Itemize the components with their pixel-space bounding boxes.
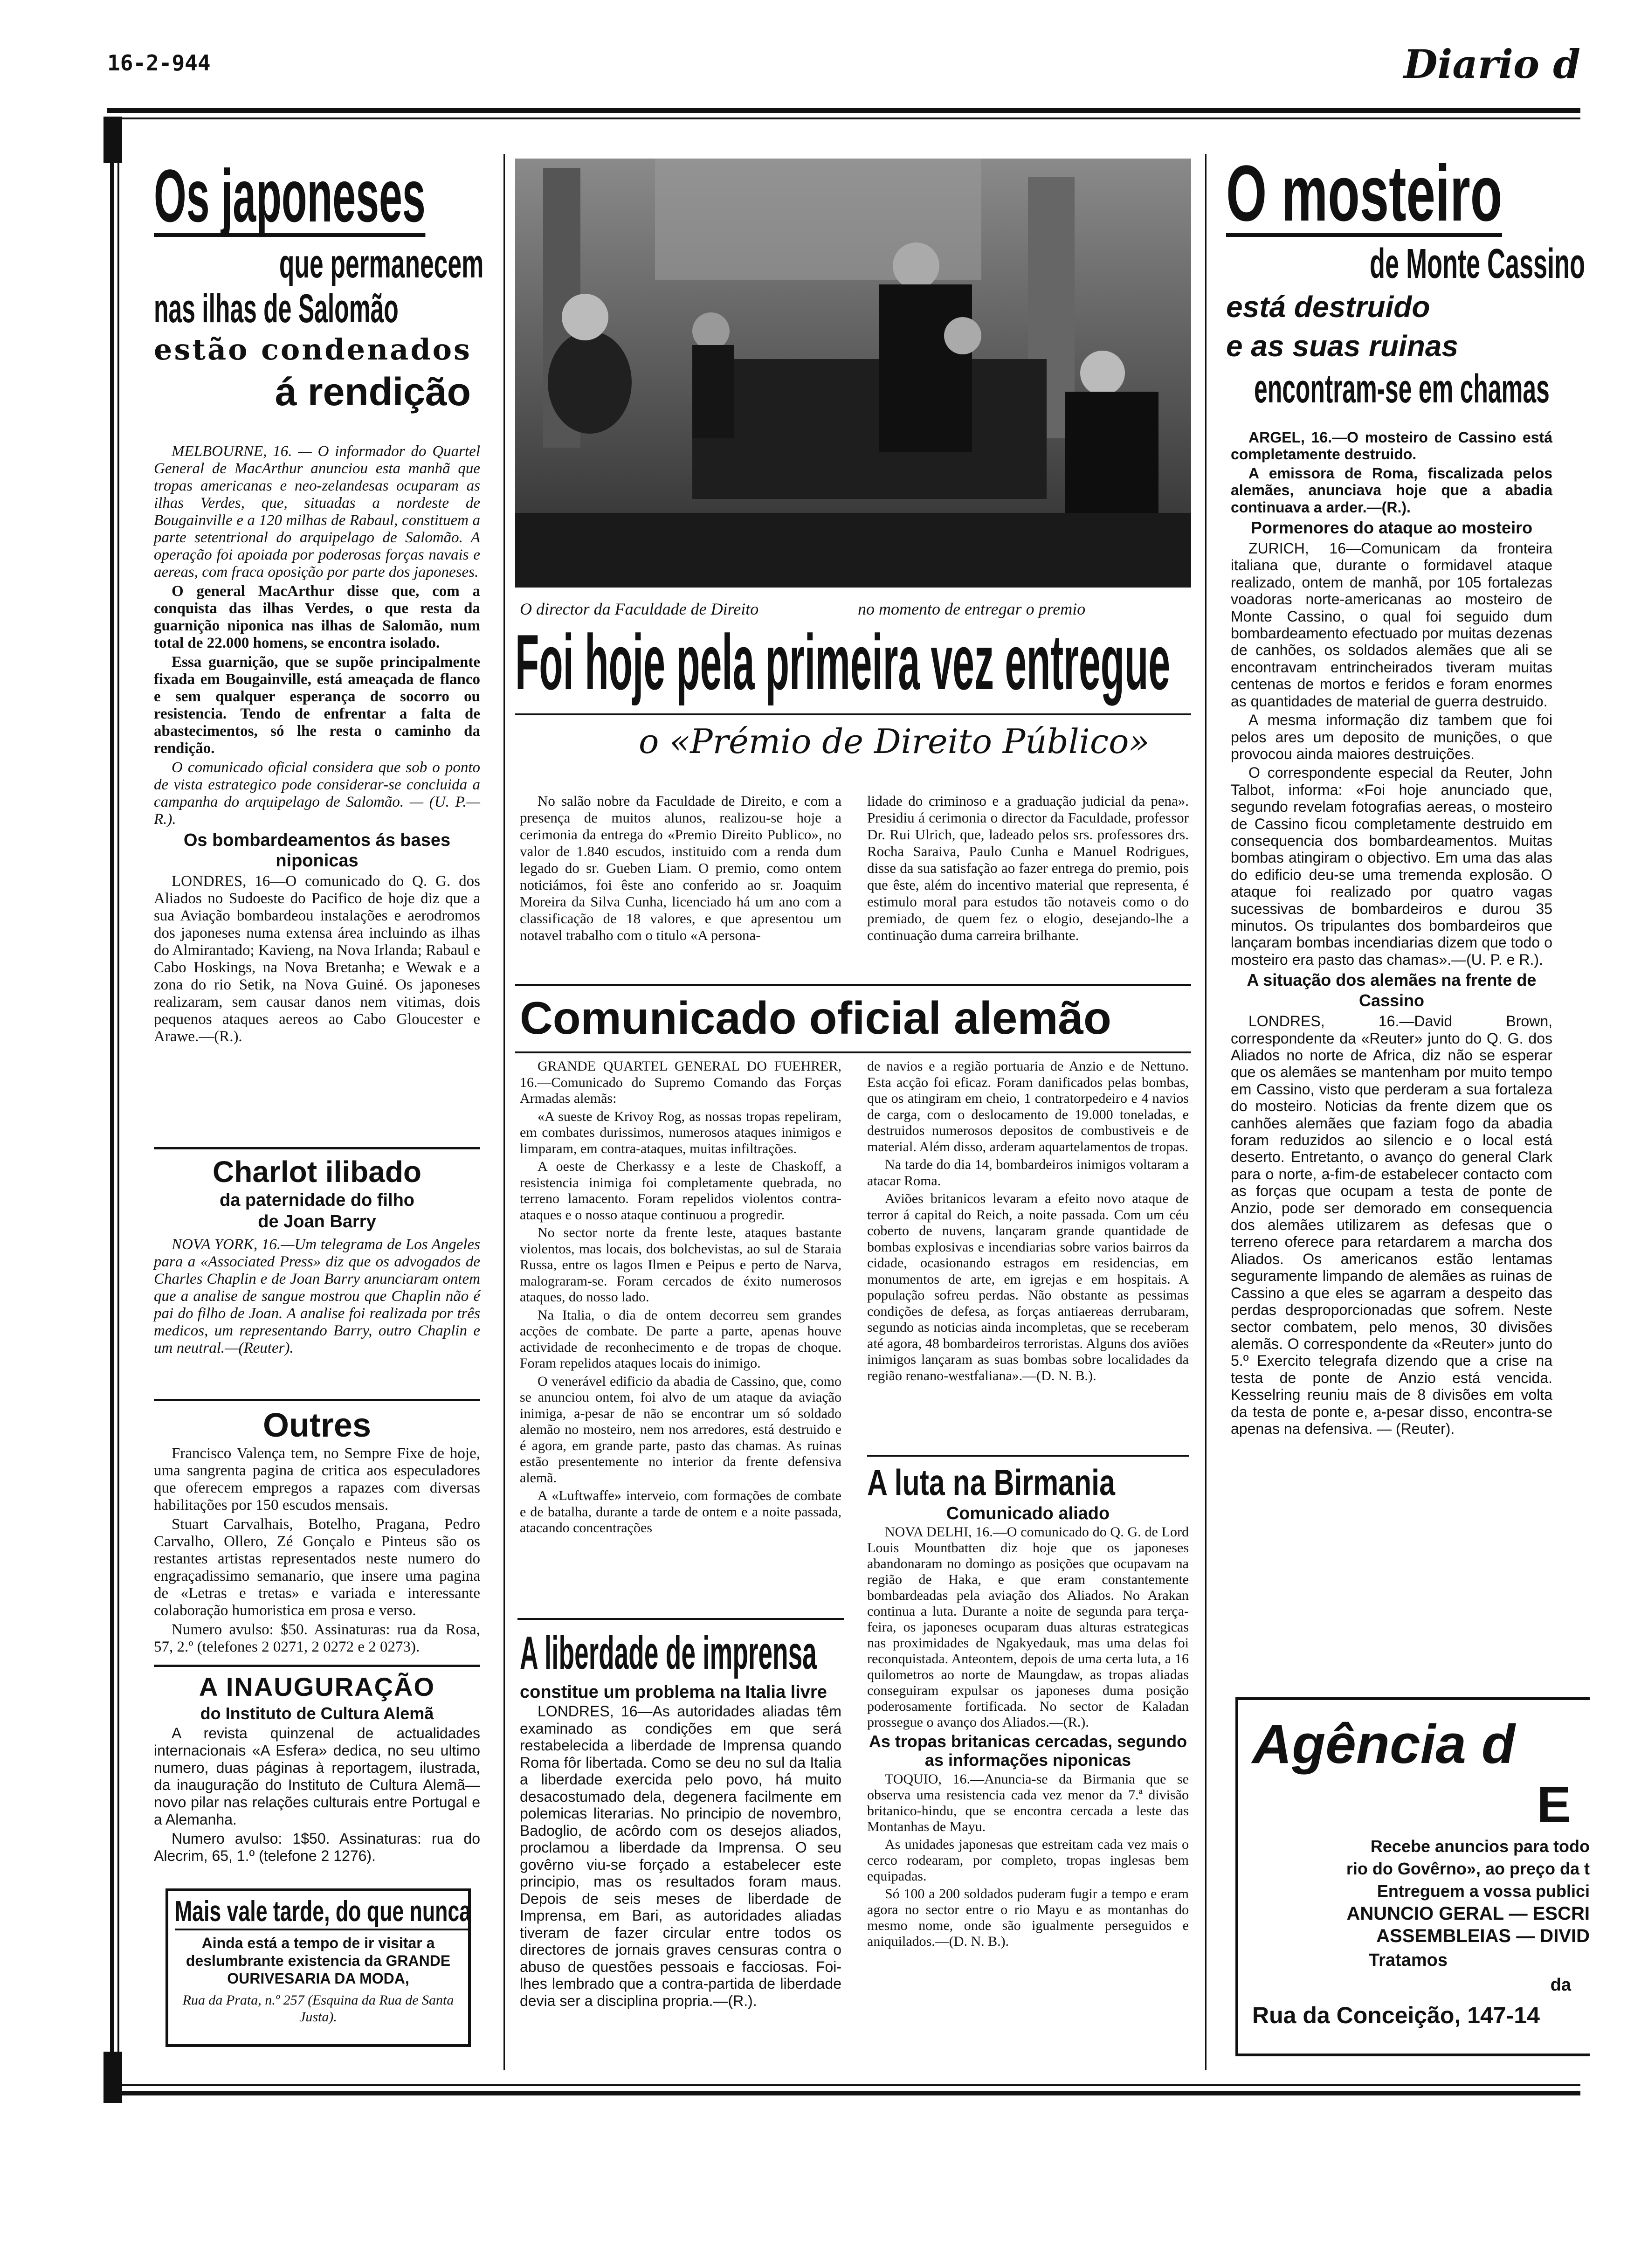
rule-before-birmania: [867, 1455, 1189, 1457]
ad-ourivesaria-address: Rua da Prata, n.º 257 (Esquina da Rua de Santa Justa).: [182, 1992, 454, 2025]
comunicado-c1-paragraph-6: O venerável edificio da abadia de Cassino, que, como se anunciou ontem, foi alvo de um ataque da aviação inimiga, a-pesar de não se encontrar um só soldado alemão no mosteiro, nem nos arredores, está destruido e é agora, em grande parte, pasto das chamas. As ruinas estão presentemente no interior da frente defensiva alemã.: [520, 1373, 841, 1486]
birmania-subheading: As tropas britanicas cercadas, segundo as informações niponicas: [869, 1732, 1187, 1770]
ad-ourivesaria: [165, 1888, 471, 2047]
headline-line-1: que permanecem: [279, 242, 484, 286]
mosteiro-subheading-2: A situação dos alemães na frente de Cassino: [1247, 970, 1537, 1010]
charlot-sub-1: da paternidade do filho: [219, 1190, 415, 1210]
japoneses-paragraph-4: O comunicado oficial considera que sob o ponto de vista estrategico pode considerar-se concluida a campanha do arquipelago de Salomão. — (U. P.—R.).: [154, 759, 480, 828]
article-outros: [154, 1406, 480, 1658]
japoneses-subheading: Os bombardeamentos ás bases niponicas: [183, 830, 451, 871]
japoneses-paragraph-3: Essa guarnição, que se supõe principalmente fixada em Bougainville, está ameaçada de flanco e sem qualquer esperança de socorro ou resistencia. Tendo de enfrentar a falta de abastecimentos, só lhe resta o caminho da rendição.: [154, 654, 480, 757]
ad-agencia-line-5: ASSEMBLEIAS — DIVID: [1376, 1926, 1590, 1946]
ad-agencia-line-3: Entreguem a vossa publici: [1377, 1881, 1590, 1901]
photo-faculdade-direito: [515, 159, 1191, 588]
comunicado-c1-paragraph-2: «A sueste de Krivoy Rog, as nossas tropas repeliram, em combates durissimos, numerosos ataques inimigos e limparam, em contra-ataques, muitas infiltrações.: [520, 1108, 841, 1156]
outros-paragraph-3: Numero avulso: $50. Assinaturas: rua da Rosa, 57, 2.º (telefones 2 0271, 2 0272 e 2 0273).: [154, 1621, 480, 1655]
birmania-paragraph-3: As unidades japonesas que estreitam cada vez mais o cerco rodearam, por completo, tropas inglesas bem equipadas.: [867, 1837, 1189, 1884]
mosteiro-paragraph-2: A emissora de Roma, fiscalizada pelos alemães, anunciava hoje que a abadia continuava a arder.—(R.).: [1231, 464, 1552, 516]
birmania-sub: Comunicado aliado: [946, 1504, 1110, 1523]
mosteiro-line-4: encontram-se em chamas: [1254, 366, 1550, 411]
imprensa-paragraph: LONDRES, 16—As autoridades aliadas têm examinado as condições em que será restabelecida a liberdade de Imprensa quando Roma fôr libertada. Como se deu no sul da Italia a liberdade exercida pelo povo, há muito desacostumado dela, degenera facilmente em polemicas literarias. No principio de novembro, Badoglio, de acôrdo com os desejos aliados, proclamou a liberdade da Imprensa. O seu govêrno viu-se forçado a estabelecer este principio, mas os resultados foram maus. Depois de seis meses de liberdade de Imprensa, em Bari, as autoridades aliadas tiveram de fazer circular entre todos os directores de jornais graves censuras contra o abuso de questões pessoais e facciosas. Foi-lhes lembrado que a contra-partida de liberdade devia ser a disciplina propria.—(R.).: [520, 1703, 841, 2009]
mosteiro-paragraph-5: O correspondente especial da Reuter, John Talbot, informa: «Foi hoje anunciado que, segundo revelam fotografias aereas, o mosteiro de Cassino ficou completamente destruido em consequencia dos bombardeamentos. Muitas bombas atingiram o objectivo. Em uma das alas do edificio deu-se uma tremenda explosão. O ataque foi realizado por quatro vagas sucessivas de bombardeiros e durou 35 minutos. Os tripulantes dos bombardeiros que lançaram bombas incendiarias dizem que todo o mosteiro era pasto das chamas».—(U. P. e R.).: [1231, 764, 1552, 968]
mosteiro-paragraph-1: ARGEL, 16.—O mosteiro de Cassino está completamente destruido.: [1231, 429, 1552, 463]
rule-after-outros: [154, 1665, 480, 1667]
ad-agencia-line-1: Recebe anuncios para todo: [1370, 1837, 1590, 1856]
mosteiro-line-1: de Monte Cassino: [1370, 241, 1586, 287]
premio-headline-rule: [515, 713, 1191, 715]
column-rule-1: [503, 154, 505, 2070]
issue-date: 16-2-944: [107, 50, 211, 76]
bottom-rule-thick: [107, 2091, 1580, 2095]
ad-agencia-line-6: Tratamos: [1369, 1950, 1448, 1970]
comunicado-c2-paragraph-2: Na tarde do dia 14, bombardeiros inimigos voltaram a atacar Roma.: [867, 1157, 1189, 1189]
japoneses-paragraph-5: LONDRES, 16—O comunicado do Q. G. dos Aliados no Sudoeste do Pacifico de hoje diz que a sua Aviação bombardeou instalações e aerodromos dos japoneses numa extensa área incluindo as ilhas do Almirantado; Kavieng, na Nova Irlanda; Rabaul e Cabo Hoskings, na Nova Bretanha; e Wewak e a zona do rio Setik, na Nova Guiné. Os japoneses realizaram, sem causar danos nem vitimas, dois pequenos ataques aereos ao Cabo Gloucester e Arawe.—(R.).: [154, 873, 480, 1045]
premio-paragraph-2: lidade do criminoso e a graduação judicial da pena». Presidiu á cerimonia o director da Faculdade, professor Dr. Rui Ulrich, que, ladeado pelos srs. professores drs. Rocha Saraiva, Paulo Cunha e Manuel Rodrigues, disse da sua satisfação ao fazer entrega do premio, pois que êste, além do incentivo material que representa, é estimulo moral para estudos tão notaveis como o do premiado, de quem fez o elogio, desejando-lhe a continuação duma carreira brilhante.: [867, 793, 1189, 943]
photo-caption-left: O director da Faculdade de Direito: [520, 600, 759, 618]
birmania-headline: A luta na Birmania: [867, 1462, 1115, 1503]
headline-line-3: estão condenados: [154, 332, 472, 366]
headline-line-2: nas ilhas de Salomão: [154, 286, 399, 331]
left-margin-bar: [110, 163, 114, 2052]
comunicado-c1-paragraph-1: GRANDE QUARTEL GENERAL DO FUEHRER, 16.—Comunicado do Supremo Comando das Forças Armadas alemãs:: [520, 1058, 841, 1106]
article-charlot: [154, 1154, 480, 1359]
bottom-rule-thin: [107, 2084, 1580, 2086]
charlot-paragraph: NOVA YORK, 16.—Um telegrama de Los Angeles para a «Associated Press» diz que os advogados de Charles Chaplin e de Joan Barry anunciaram ontem que a analise de sangue mostrou que Chaplin não é pai do filho de Joan. A analise foi realizada por três medicos, um representando Barry, outro Chaplin e um neutral.—(Reuter).: [154, 1236, 480, 1356]
newspaper-name: Diario d: [1403, 41, 1580, 87]
masthead-rule-thin: [107, 118, 1580, 119]
birmania-paragraph-4: Só 100 a 200 soldados puderam fugir a tempo e eram agora no sector entre o rio Mayu e as montanhas do mesmo nome, onde são igualmente perseguidos e aniquilados.—(D. N. B.).: [867, 1886, 1189, 1949]
rule-after-japoneses: [154, 1147, 480, 1149]
inauguracao-sub: do Instituto de Cultura Alemã: [200, 1704, 434, 1723]
ad-agencia-line-4: ANUNCIO GERAL — ESCRI: [1346, 1903, 1590, 1924]
mosteiro-line-3: e as suas ruinas: [1226, 329, 1459, 363]
article-birmania: [867, 1462, 1189, 1951]
ad-agencia-line-7: da: [1550, 1975, 1571, 1995]
premio-paragraph-1: No salão nobre da Faculdade de Direito, e com a presença de muitos alunos, realizou-se hoje a cerimonia da entrega do «Premio Direito Publico», no valor de 1.840 escudos, instituido com a renda dum legado do sr. Gueben Liam. O premio, como ontem noticiámos, foi êste ano conferido ao sr. Joaquim Moreira da Silva Cunha, licenciado há um ano com a classificação de 18 valores, e que apresentou um notavel trabalho com o titulo «A persona-: [520, 793, 841, 943]
ad-agencia: [1235, 1697, 1590, 2056]
outros-paragraph-2: Stuart Carvalhais, Botelho, Pragana, Pedro Carvalho, Ollero, Zé Gonçalo e Pinteus são os restantes artistas representados neste numero do engraçadissimo semanario, que insere uma pagina de «Letras e tretas» e variada e interessante colaboração humoristica em prosa e verso.: [154, 1516, 480, 1619]
masthead: [107, 41, 1580, 97]
column-rule-2: [1205, 154, 1207, 2070]
comunicado-headline: Comunicado oficial alemão: [520, 992, 1111, 1044]
rule-after-charlot: [154, 1399, 480, 1401]
inauguracao-headline: A INAUGURAÇÃO: [199, 1672, 435, 1701]
article-inauguracao: [154, 1672, 480, 1867]
premio-headline: Foi hoje pela primeira vez entregue: [515, 618, 1171, 706]
comunicado-c1-paragraph-7: A «Luftwaffe» interveio, com formações de combate e de batalha, durante a tarde de ontem e a noite passada, atacando concentrações: [520, 1488, 841, 1535]
comunicado-col-2: [867, 1058, 1189, 1386]
comunicado-col-1: [520, 1058, 841, 1538]
mosteiro-subheading-1: Pormenores do ataque ao mosteiro: [1250, 518, 1533, 538]
charlot-headline: Charlot ilibado: [213, 1155, 421, 1189]
birmania-paragraph-1: NOVA DELHI, 16.—O comunicado do Q. G. de Lord Louis Mountbatten diz hoje que os japoneses abandonaram no domingo as posições que ocupavam na região de Haka, e que eram constantemente bombardeadas pela aviação dos Aliados. No Arakan continua a luta. Durante a noite de segunda para terça-feira, os japoneses ocuparam duas alturas estrategicas nas proximidades de Ngakyedauk, mas uma delas foi reconquistada. Anteontem, depois de uma certa luta, a 16 quilometros ao norte de Maungdaw, as tropas aliadas conseguiram expulsar os japoneses duma posição poderosamente fortificada. No sector de Kaladan prossegue o avanço dos Aliados.—(R.).: [867, 1524, 1189, 1730]
birmania-paragraph-2: TOQUIO, 16.—Anuncia-se da Birmania que se observa uma resistencia cada vez menor da 7.ª divisão britanico-hindu, que se encontra cercada a leste das Montanhas de Mayu.: [867, 1771, 1189, 1834]
mosteiro-paragraph-4: A mesma informação diz tambem que foi pelos ares um deposito de munições, o que provocou ainda maiores destruições.: [1231, 712, 1552, 762]
comunicado-c2-paragraph-3: Aviões britanicos levaram a efeito novo ataque de terror á capital do Reich, a noite passada. Com um céu coberto de nuvens, lançaram grande quantidade de bombas explosivas e incendiarias sobre varios bairros da cidade, ocasionando estragos em residencias, em monumentos de arte, em igrejas e em hospitais. A população sofreu perdas. Não obstante as pessimas condições de defesa, as forças antiaereas derrubaram, segundo as noticias ainda incompletas, que se receberam até agora, 48 bombardeiros terroristas. Alguns dos aviões inimigos lançaram as suas bombas sobre localidades da região renano-westfaliana».—(D. N. B.).: [867, 1191, 1189, 1383]
imprensa-sub: constitue um problema na Italia livre: [520, 1682, 827, 1702]
mosteiro-headline: O mosteiro: [1226, 149, 1503, 238]
ad-agencia-letter: E: [1537, 1776, 1571, 1833]
comunicado-c2-paragraph-1: de navios e a região portuaria de Anzio e de Nettuno. Esta acção foi eficaz. Foram danificados pelas bombas, que os atingiram em cheio, 1 contratorpedeiro e 4 navios de carga, com o deslocamento de 19.000 toneladas, e destruidos numerosos depositos de combustiveis e de material. Além disso, arderam aquartelamentos de tropas.: [867, 1058, 1189, 1155]
photo-scene-illustration: [515, 159, 1191, 588]
headline-line-4: á rendição: [275, 370, 471, 414]
ad-agencia-line-2: rio do Govêrno», ao preço da t: [1346, 1859, 1590, 1878]
comunicado-c1-paragraph-5: Na Italia, o dia de ontem decorreu sem grandes acções de combate. De parte a parte, apenas houve actividade de reconhecimento e de tropas de choque. Foram repelidos ataques locais do inimigo.: [520, 1307, 841, 1371]
mosteiro-paragraph-6: LONDRES, 16.—David Brown, correspondente da «Reuter» junto do Q. G. dos Aliados no norte de Africa, diz não se esperar que os alemães se mantenham por muito tempo em Cassino, visto que perderam a sua fortaleza do mosteiro. Noticias da frente dizem que os canhões alemães que faziam fogo da abadia foram reduzidos ao silencio e o local está deserto. Entretanto, o avanço do general Clark para o norte, a-fim-de estabelecer contacto com as forças que ocupam a testa de ponte de Anzio, pode ser demorado em consequencia dos alemães utilizarem as defesas que o terreno oferece para retardarem a marcha dos Aliados. Os americanos estão lentamas seguramente limpando de alemães as ruinas de Cassino a que eles se agarram a despeito das perdas desproporcionadas que sofrem. Neste sector combatem, pelo menos, 30 divisões alemãs. O correspondente da «Reuter» junto do 5.º Exercito telegrafa dizendo que a crise na testa de ponte de Anzio está vencida. Kesselring reuniu mais de 8 divisões em volta da testa de ponte e, a-pesar disso, encontra-se apenas na defensiva. — (Reuter).: [1231, 1013, 1552, 1437]
outros-headline: Outres: [262, 1407, 372, 1444]
premio-subtitle: o «Prémio de Direito Público»: [639, 722, 1150, 761]
outros-paragraph-1: Francisco Valença tem, no Sempre Fixe de hoje, uma sangrenta pagina de critica aos especuladores que oferecem empregos a rapazes com diversas habilitações por 150 escudos mensais.: [154, 1445, 480, 1514]
charlot-sub-2: de Joan Barry: [258, 1212, 376, 1231]
mosteiro-paragraph-3: ZURICH, 16—Comunicam da fronteira italiana que, durante o formidavel ataque realizado, ontem de manhã, por 105 fortalezas voadoras norte-americanas ao mosteiro de Monte Cassino, o qual foi seguido dum bombardeamento efectuado por muitas dezenas de canhões, os soldados alemães que ali se encontravam entrincheirados tiveram muitas centenas de mortos e feridos e foram enormes as quantidades de material de guerra destruido.: [1231, 540, 1552, 710]
ad-ourivesaria-text: Ainda está a tempo de ir visitar a deslumbrante existencia da GRANDE OURIVESARIA DA MODA,: [186, 1935, 451, 1987]
rule-after-comunicado-title: [515, 1051, 1191, 1053]
comunicado-c1-paragraph-3: A oeste de Cherkassy e a leste de Chaskoff, a resistencia inimiga foi completamente quebrada, no terreno lamacento. Foram repelidos violentos contra-ataques e o nosso ataque continuou a progredir.: [520, 1159, 841, 1223]
ad-agencia-title: Agência d: [1252, 1714, 1515, 1775]
ad-ourivesaria-title: Mais vale tarde, do que nunca: [175, 1895, 471, 1930]
article-japoneses-body: [154, 443, 480, 1047]
japoneses-paragraph-1: MELBOURNE, 16. — O informador do Quartel General de MacArthur anunciou esta manhã que tropas americanas e neo-zelandesas ocuparam as ilhas Verdes, que, situadas a nordeste de Bougainville e a 120 milhas de Rabaul, constituem a parte setentrional do arquipelago de Salomão. A operação foi apoiada por poderosas forças navais e aereas, com fraca oposição por parte dos japoneses.: [154, 443, 480, 581]
masthead-rule-thick: [107, 108, 1580, 113]
left-margin-block-top: [103, 117, 122, 163]
inauguracao-paragraph-2: Numero avulso: 1$50. Assinaturas: rua do Alecrim, 65, 1.º (telefone 2 1276).: [154, 1830, 480, 1864]
rule-before-comunicado: [515, 984, 1191, 986]
article-japoneses: [154, 154, 484, 415]
article-mosteiro: [1226, 149, 1586, 412]
mosteiro-line-2: está destruido: [1226, 290, 1430, 324]
japoneses-paragraph-2: O general MacArthur disse que, com a conquista das ilhas Verdes, o que resta da guarnição niponica nas ilhas de Salomão, num total de 22.000 homens, se encontra isolado.: [154, 583, 480, 651]
photo-caption-right: no momento de entregar o premio: [858, 600, 1086, 618]
rule-before-imprensa: [517, 1618, 844, 1620]
article-imprensa: [520, 1627, 841, 2011]
premio-body-col-1: [520, 793, 841, 946]
imprensa-headline: A liberdade de imprensa: [520, 1627, 817, 1679]
premio-body-col-2: [867, 793, 1189, 946]
ad-agencia-line-8: Rua da Conceição, 147-14: [1252, 2002, 1540, 2028]
mosteiro-body: [1231, 429, 1552, 1439]
left-margin-bar-2: [117, 163, 119, 2052]
headline-os-japoneses: Os japoneses: [154, 154, 426, 237]
inauguracao-paragraph-1: A revista quinzenal de actualidades internacionais «A Esfera» dedica, no seu ultimo numero, duas páginas à reportagem, ilustrada, da inauguração do Instituto de Cultura Alemã—novo pilar nas relações culturais entre Portugal e a Alemanha.: [154, 1725, 480, 1828]
comunicado-c1-paragraph-4: No sector norte da frente leste, ataques bastante violentos, mas locais, dos bolchevistas, ao sul de Staraia Russa, entre os lagos Ilmen e Peipus e perto de Narva, malograram-se. Foram cercados de éxito numerosos ataques, do nosso lado.: [520, 1225, 841, 1305]
